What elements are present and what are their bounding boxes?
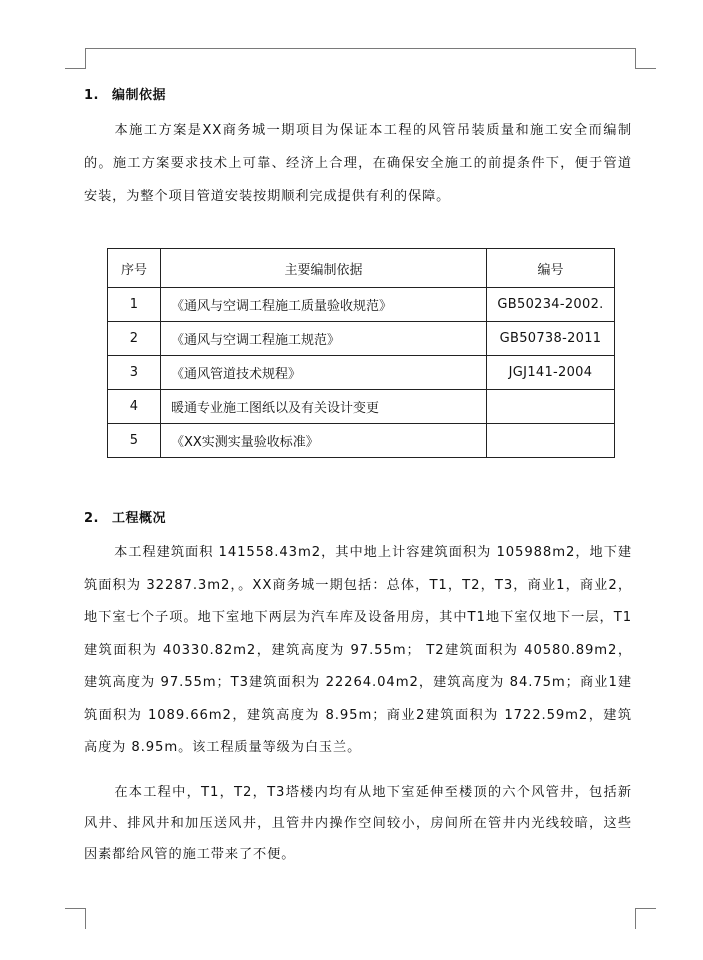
row-basis: 《XX实测实量验收标准》	[161, 424, 487, 458]
row-no: 2	[108, 322, 161, 356]
header-code: 编号	[487, 249, 615, 288]
section-2-paragraph-2	[84, 777, 632, 870]
table-row	[108, 288, 615, 322]
page-corner-mark-top-right	[635, 48, 656, 69]
row-code: JGJ141-2004	[487, 356, 615, 390]
row-basis: 暖通专业施工图纸以及有关设计变更	[161, 390, 487, 424]
page-corner-mark-top-left	[65, 48, 86, 69]
section-2-heading	[84, 507, 166, 526]
table-row	[108, 356, 615, 390]
section-2-paragraph-1	[84, 537, 632, 765]
row-code: GB50234-2002.	[487, 288, 615, 322]
section-2-title: 工程概况	[112, 511, 167, 526]
section-2-number: 2.	[84, 511, 99, 526]
section-1-paragraph-text: 本施工方案是XX商务城一期项目为保证本工程的风管吊装质量和施工安全而编制的。施工方案要求技术上可靠、经济上合理，在确保安全施工的前提条件下，便于管道安装，为整个项目管道安装按期顺利完成提供有利的保障。	[84, 123, 632, 204]
row-code	[487, 424, 615, 458]
row-no: 1	[108, 288, 161, 322]
section-1-number: 1.	[84, 88, 99, 103]
table-row	[108, 390, 615, 424]
section-2-paragraph-2-text: 在本工程中，T1，T2，T3塔楼内均有从地下室延伸至楼顶的六个风管井，包括新风井、排风井和加压送风井，且管井内操作空间较小，房间所在管井内光线较暗，这些因素都给风管的施工带来了不便。	[84, 785, 632, 862]
section-1-paragraph	[84, 114, 632, 213]
row-basis: 《通风与空调工程施工规范》	[161, 322, 487, 356]
row-code: GB50738-2011	[487, 322, 615, 356]
row-no: 3	[108, 356, 161, 390]
row-basis: 《通风与空调工程施工质量验收规范》	[161, 288, 487, 322]
row-no: 5	[108, 424, 161, 458]
basis-table	[107, 248, 615, 458]
section-2-paragraph-1-text: 本工程建筑面积 141558.43m2，其中地上计容建筑面积为 105988m2，地下建筑面积为 32287.3m2，。XX商务城一期包括：总体，T1，T2，T3，商业1，商业2，地下室七个子项。地下室地下两层为汽车库及设备用房，其中T1地下室仅地下一层，T1建筑面积为 40330.82m2，建筑高度为 97.55m； T2建筑面积为 40580.89m2，建筑高度为 97.55m；T3建筑面积为 22264.04m2，建筑高度为 84.75m；商业1建筑面积为 1089.66m2，建筑高度为 8.95m；商业2建筑面积为 1722.59m2，建筑高度为 8.95m。该工程质量等级为白玉兰。	[84, 545, 632, 755]
page-top-border	[85, 48, 635, 49]
page-corner-mark-bottom-right	[635, 908, 656, 929]
section-1-title: 编制依据	[112, 88, 167, 103]
section-1-heading	[84, 84, 166, 103]
table-header-row	[108, 249, 615, 288]
row-basis: 《通风管道技术规程》	[161, 356, 487, 390]
table-row	[108, 322, 615, 356]
row-no: 4	[108, 390, 161, 424]
header-no: 序号	[108, 249, 161, 288]
table-row	[108, 424, 615, 458]
row-code	[487, 390, 615, 424]
header-basis: 主要编制依据	[161, 249, 487, 288]
page-corner-mark-bottom-left	[65, 908, 86, 929]
